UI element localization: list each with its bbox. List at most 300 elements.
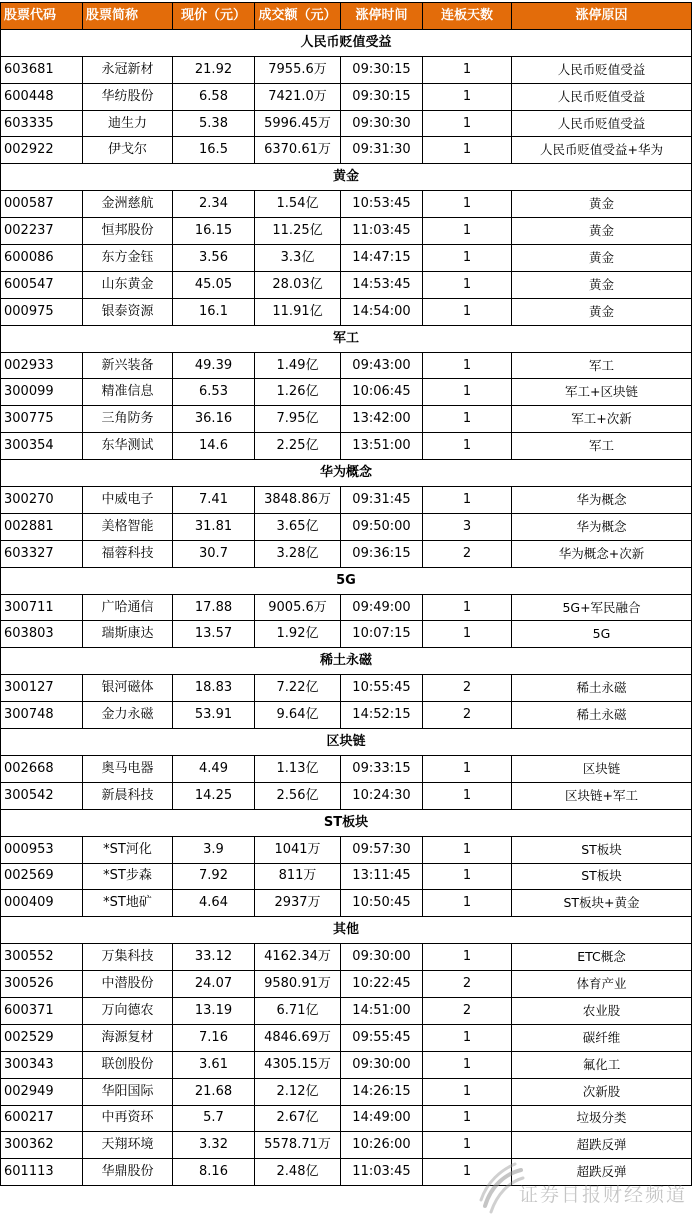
table-row — [1, 218, 692, 245]
cell-limit-time: 09:30:15 — [341, 56, 423, 83]
cell-reason: 黄金 — [512, 245, 692, 272]
cell-reason: 军工+次新 — [512, 406, 692, 433]
cell-code: 600547 — [1, 271, 83, 298]
cell-turnover: 4846.69万 — [255, 1024, 341, 1051]
cell-name: 万向德农 — [83, 997, 173, 1024]
cell-price: 24.07 — [173, 971, 255, 998]
header-reason: 涨停原因 — [512, 3, 692, 30]
table-row — [1, 997, 692, 1024]
table-row — [1, 379, 692, 406]
cell-turnover: 4305.15万 — [255, 1051, 341, 1078]
cell-code: 002668 — [1, 755, 83, 782]
cell-code: 300775 — [1, 406, 83, 433]
cell-price: 17.88 — [173, 594, 255, 621]
table-row — [1, 755, 692, 782]
table-row — [1, 487, 692, 514]
table-row — [1, 1159, 692, 1186]
cell-turnover: 2.12亿 — [255, 1078, 341, 1105]
cell-limit-time: 09:55:45 — [341, 1024, 423, 1051]
cell-price: 45.05 — [173, 271, 255, 298]
table-row — [1, 406, 692, 433]
cell-consecutive-days: 1 — [423, 1078, 512, 1105]
table-row — [1, 1051, 692, 1078]
cell-code: 300526 — [1, 971, 83, 998]
cell-price: 6.58 — [173, 83, 255, 110]
cell-code: 300127 — [1, 675, 83, 702]
cell-price: 4.49 — [173, 755, 255, 782]
cell-price: 7.41 — [173, 487, 255, 514]
cell-limit-time: 09:50:00 — [341, 513, 423, 540]
group-header-row — [1, 917, 692, 944]
cell-limit-time: 14:54:00 — [341, 298, 423, 325]
cell-code: 300354 — [1, 433, 83, 460]
cell-code: 300711 — [1, 594, 83, 621]
table-row — [1, 1105, 692, 1132]
cell-turnover: 3848.86万 — [255, 487, 341, 514]
cell-turnover: 1.92亿 — [255, 621, 341, 648]
cell-consecutive-days: 1 — [423, 782, 512, 809]
cell-reason: 人民币贬值受益 — [512, 110, 692, 137]
group-title: ST板块 — [1, 809, 692, 836]
cell-limit-time: 09:30:00 — [341, 1051, 423, 1078]
cell-name: 新晨科技 — [83, 782, 173, 809]
cell-code: 300099 — [1, 379, 83, 406]
cell-reason: 5G — [512, 621, 692, 648]
cell-price: 5.7 — [173, 1105, 255, 1132]
cell-code: 300343 — [1, 1051, 83, 1078]
cell-limit-time: 13:51:00 — [341, 433, 423, 460]
cell-consecutive-days: 1 — [423, 433, 512, 460]
group-title: 华为概念 — [1, 460, 692, 487]
group-title: 人民币贬值受益 — [1, 29, 692, 56]
watermark-text: 证券日报财经频道 — [519, 1184, 688, 1206]
limit-up-stock-table — [0, 2, 692, 1186]
table-row — [1, 702, 692, 729]
cell-reason: 黄金 — [512, 191, 692, 218]
cell-name: 华鼎股份 — [83, 1159, 173, 1186]
cell-price: 16.15 — [173, 218, 255, 245]
cell-price: 3.32 — [173, 1132, 255, 1159]
table-row — [1, 352, 692, 379]
header-turnover: 成交额（元） — [255, 3, 341, 30]
cell-reason: 碳纤维 — [512, 1024, 692, 1051]
cell-limit-time: 09:33:15 — [341, 755, 423, 782]
cell-code: 002922 — [1, 137, 83, 164]
header-price: 现价（元） — [173, 3, 255, 30]
cell-turnover: 1.26亿 — [255, 379, 341, 406]
group-title: 其他 — [1, 917, 692, 944]
table-row — [1, 1078, 692, 1105]
cell-code: 603327 — [1, 540, 83, 567]
cell-name: 海源复材 — [83, 1024, 173, 1051]
cell-turnover: 6370.61万 — [255, 137, 341, 164]
table-row — [1, 110, 692, 137]
cell-consecutive-days: 1 — [423, 621, 512, 648]
group-header-row — [1, 567, 692, 594]
cell-consecutive-days: 1 — [423, 1159, 512, 1186]
table-row — [1, 944, 692, 971]
cell-limit-time: 09:31:45 — [341, 487, 423, 514]
cell-limit-time: 10:22:45 — [341, 971, 423, 998]
cell-code: 600448 — [1, 83, 83, 110]
group-header-row — [1, 729, 692, 756]
cell-code: 300542 — [1, 782, 83, 809]
cell-price: 8.16 — [173, 1159, 255, 1186]
cell-name: 天翔环境 — [83, 1132, 173, 1159]
cell-code: 000953 — [1, 836, 83, 863]
cell-limit-time: 10:26:00 — [341, 1132, 423, 1159]
header-name: 股票简称 — [83, 3, 173, 30]
cell-limit-time: 10:06:45 — [341, 379, 423, 406]
cell-turnover: 9580.91万 — [255, 971, 341, 998]
cell-reason: 华为概念+次新 — [512, 540, 692, 567]
cell-price: 3.9 — [173, 836, 255, 863]
table-row — [1, 594, 692, 621]
cell-reason: 农业股 — [512, 997, 692, 1024]
cell-limit-time: 14:53:45 — [341, 271, 423, 298]
table-row — [1, 513, 692, 540]
cell-name: 三角防务 — [83, 406, 173, 433]
cell-consecutive-days: 1 — [423, 890, 512, 917]
cell-limit-time: 09:57:30 — [341, 836, 423, 863]
cell-turnover: 5578.71万 — [255, 1132, 341, 1159]
cell-reason: 军工 — [512, 352, 692, 379]
cell-consecutive-days: 1 — [423, 1051, 512, 1078]
cell-price: 14.25 — [173, 782, 255, 809]
cell-price: 21.68 — [173, 1078, 255, 1105]
cell-reason: 区块链+军工 — [512, 782, 692, 809]
cell-reason: 人民币贬值受益+华为 — [512, 137, 692, 164]
cell-name: 银泰资源 — [83, 298, 173, 325]
cell-name: 中威电子 — [83, 487, 173, 514]
cell-turnover: 1.49亿 — [255, 352, 341, 379]
cell-consecutive-days: 1 — [423, 944, 512, 971]
cell-consecutive-days: 1 — [423, 594, 512, 621]
cell-turnover: 3.28亿 — [255, 540, 341, 567]
cell-code: 601113 — [1, 1159, 83, 1186]
cell-turnover: 4162.34万 — [255, 944, 341, 971]
cell-limit-time: 09:31:30 — [341, 137, 423, 164]
cell-reason: 稀土永磁 — [512, 702, 692, 729]
table-row — [1, 782, 692, 809]
cell-reason: ETC概念 — [512, 944, 692, 971]
cell-name: 金力永磁 — [83, 702, 173, 729]
cell-reason: 氟化工 — [512, 1051, 692, 1078]
cell-reason: 黄金 — [512, 298, 692, 325]
cell-reason: ST板块 — [512, 863, 692, 890]
header-row — [1, 3, 692, 30]
cell-reason: 黄金 — [512, 218, 692, 245]
cell-price: 21.92 — [173, 56, 255, 83]
cell-price: 4.64 — [173, 890, 255, 917]
cell-name: 联创股份 — [83, 1051, 173, 1078]
cell-consecutive-days: 1 — [423, 245, 512, 272]
cell-turnover: 2.25亿 — [255, 433, 341, 460]
cell-reason: 华为概念 — [512, 513, 692, 540]
table-body — [1, 29, 692, 1185]
cell-reason: 体育产业 — [512, 971, 692, 998]
table-row — [1, 540, 692, 567]
table-row — [1, 1024, 692, 1051]
cell-name: *ST步森 — [83, 863, 173, 890]
table-row — [1, 675, 692, 702]
cell-code: 600217 — [1, 1105, 83, 1132]
cell-turnover: 3.3亿 — [255, 245, 341, 272]
group-title: 黄金 — [1, 164, 692, 191]
cell-limit-time: 10:07:15 — [341, 621, 423, 648]
table-row — [1, 56, 692, 83]
cell-consecutive-days: 1 — [423, 56, 512, 83]
cell-code: 300270 — [1, 487, 83, 514]
cell-limit-time: 13:11:45 — [341, 863, 423, 890]
cell-reason: 5G+军民融合 — [512, 594, 692, 621]
cell-code: 000409 — [1, 890, 83, 917]
cell-turnover: 9.64亿 — [255, 702, 341, 729]
cell-name: 东华测试 — [83, 433, 173, 460]
group-header-row — [1, 648, 692, 675]
cell-consecutive-days: 2 — [423, 971, 512, 998]
cell-reason: 稀土永磁 — [512, 675, 692, 702]
table-row — [1, 433, 692, 460]
cell-consecutive-days: 2 — [423, 540, 512, 567]
group-title: 稀土永磁 — [1, 648, 692, 675]
cell-code: 002569 — [1, 863, 83, 890]
cell-code: 002881 — [1, 513, 83, 540]
cell-price: 13.19 — [173, 997, 255, 1024]
cell-consecutive-days: 1 — [423, 1105, 512, 1132]
cell-price: 33.12 — [173, 944, 255, 971]
cell-name: 恒邦股份 — [83, 218, 173, 245]
cell-limit-time: 14:51:00 — [341, 997, 423, 1024]
cell-turnover: 5996.45万 — [255, 110, 341, 137]
cell-price: 36.16 — [173, 406, 255, 433]
cell-code: 603803 — [1, 621, 83, 648]
table-row — [1, 245, 692, 272]
table-row — [1, 271, 692, 298]
cell-limit-time: 09:49:00 — [341, 594, 423, 621]
cell-code: 600371 — [1, 997, 83, 1024]
cell-limit-time: 10:50:45 — [341, 890, 423, 917]
cell-turnover: 2937万 — [255, 890, 341, 917]
cell-consecutive-days: 1 — [423, 191, 512, 218]
cell-turnover: 1.54亿 — [255, 191, 341, 218]
cell-name: 迪生力 — [83, 110, 173, 137]
cell-name: 瑞斯康达 — [83, 621, 173, 648]
cell-name: 中潜股份 — [83, 971, 173, 998]
cell-name: 奥马电器 — [83, 755, 173, 782]
cell-turnover: 1.13亿 — [255, 755, 341, 782]
cell-reason: ST板块+黄金 — [512, 890, 692, 917]
cell-turnover: 28.03亿 — [255, 271, 341, 298]
cell-reason: 垃圾分类 — [512, 1105, 692, 1132]
cell-limit-time: 13:42:00 — [341, 406, 423, 433]
cell-limit-time: 09:30:30 — [341, 110, 423, 137]
cell-limit-time: 11:03:45 — [341, 1159, 423, 1186]
cell-consecutive-days: 2 — [423, 997, 512, 1024]
cell-turnover: 7955.6万 — [255, 56, 341, 83]
header-limit-time: 涨停时间 — [341, 3, 423, 30]
cell-name: 华阳国际 — [83, 1078, 173, 1105]
cell-consecutive-days: 1 — [423, 1024, 512, 1051]
cell-turnover: 9005.6万 — [255, 594, 341, 621]
cell-name: 中再资环 — [83, 1105, 173, 1132]
cell-turnover: 7.95亿 — [255, 406, 341, 433]
cell-reason: 军工 — [512, 433, 692, 460]
cell-price: 53.91 — [173, 702, 255, 729]
cell-price: 2.34 — [173, 191, 255, 218]
cell-reason: 次新股 — [512, 1078, 692, 1105]
cell-code: 002933 — [1, 352, 83, 379]
table-row — [1, 971, 692, 998]
cell-name: 银河磁体 — [83, 675, 173, 702]
table-row — [1, 191, 692, 218]
cell-name: 精准信息 — [83, 379, 173, 406]
cell-price: 30.7 — [173, 540, 255, 567]
table-row — [1, 298, 692, 325]
cell-consecutive-days: 1 — [423, 1132, 512, 1159]
table-row — [1, 1132, 692, 1159]
group-header-row — [1, 809, 692, 836]
cell-turnover: 2.56亿 — [255, 782, 341, 809]
header-code: 股票代码 — [1, 3, 83, 30]
cell-name: 华纺股份 — [83, 83, 173, 110]
cell-price: 49.39 — [173, 352, 255, 379]
table-row — [1, 863, 692, 890]
cell-limit-time: 09:30:15 — [341, 83, 423, 110]
cell-code: 000587 — [1, 191, 83, 218]
cell-price: 14.6 — [173, 433, 255, 460]
cell-code: 603335 — [1, 110, 83, 137]
table-row — [1, 836, 692, 863]
cell-turnover: 7421.0万 — [255, 83, 341, 110]
cell-name: 美格智能 — [83, 513, 173, 540]
cell-reason: 人民币贬值受益 — [512, 56, 692, 83]
cell-consecutive-days: 1 — [423, 863, 512, 890]
group-title: 军工 — [1, 325, 692, 352]
cell-consecutive-days: 1 — [423, 83, 512, 110]
cell-name: 金洲慈航 — [83, 191, 173, 218]
cell-price: 13.57 — [173, 621, 255, 648]
cell-code: 000975 — [1, 298, 83, 325]
header-consecutive-days: 连板天数 — [423, 3, 512, 30]
group-header-row — [1, 460, 692, 487]
cell-code: 002529 — [1, 1024, 83, 1051]
cell-limit-time: 14:49:00 — [341, 1105, 423, 1132]
cell-turnover: 2.48亿 — [255, 1159, 341, 1186]
cell-consecutive-days: 2 — [423, 702, 512, 729]
cell-reason: 人民币贬值受益 — [512, 83, 692, 110]
table-row — [1, 83, 692, 110]
cell-code: 002949 — [1, 1078, 83, 1105]
cell-turnover: 6.71亿 — [255, 997, 341, 1024]
cell-consecutive-days: 1 — [423, 352, 512, 379]
table-row — [1, 890, 692, 917]
cell-name: 福蓉科技 — [83, 540, 173, 567]
cell-name: *ST地矿 — [83, 890, 173, 917]
group-header-row — [1, 164, 692, 191]
group-title: 5G — [1, 567, 692, 594]
cell-name: 永冠新材 — [83, 56, 173, 83]
cell-price: 3.56 — [173, 245, 255, 272]
cell-limit-time: 11:03:45 — [341, 218, 423, 245]
cell-reason: 区块链 — [512, 755, 692, 782]
cell-turnover: 7.22亿 — [255, 675, 341, 702]
cell-name: 万集科技 — [83, 944, 173, 971]
cell-consecutive-days: 1 — [423, 271, 512, 298]
cell-reason: ST板块 — [512, 836, 692, 863]
cell-name: 新兴装备 — [83, 352, 173, 379]
table-row — [1, 137, 692, 164]
cell-reason: 超跌反弹 — [512, 1132, 692, 1159]
cell-code: 300748 — [1, 702, 83, 729]
cell-reason: 华为概念 — [512, 487, 692, 514]
cell-name: 广哈通信 — [83, 594, 173, 621]
cell-turnover: 1041万 — [255, 836, 341, 863]
cell-limit-time: 09:43:00 — [341, 352, 423, 379]
cell-name: 伊戈尔 — [83, 137, 173, 164]
cell-price: 18.83 — [173, 675, 255, 702]
cell-name: 东方金钰 — [83, 245, 173, 272]
cell-limit-time: 10:24:30 — [341, 782, 423, 809]
table-row — [1, 621, 692, 648]
cell-code: 300362 — [1, 1132, 83, 1159]
cell-limit-time: 10:53:45 — [341, 191, 423, 218]
cell-code: 002237 — [1, 218, 83, 245]
cell-consecutive-days: 1 — [423, 836, 512, 863]
cell-limit-time: 09:36:15 — [341, 540, 423, 567]
cell-consecutive-days: 1 — [423, 755, 512, 782]
cell-price: 16.1 — [173, 298, 255, 325]
cell-turnover: 11.91亿 — [255, 298, 341, 325]
cell-consecutive-days: 1 — [423, 298, 512, 325]
cell-consecutive-days: 1 — [423, 137, 512, 164]
cell-reason: 军工+区块链 — [512, 379, 692, 406]
cell-price: 3.61 — [173, 1051, 255, 1078]
cell-limit-time: 14:52:15 — [341, 702, 423, 729]
cell-consecutive-days: 1 — [423, 110, 512, 137]
cell-limit-time: 14:26:15 — [341, 1078, 423, 1105]
cell-price: 7.92 — [173, 863, 255, 890]
cell-limit-time: 09:30:00 — [341, 944, 423, 971]
cell-limit-time: 10:55:45 — [341, 675, 423, 702]
cell-code: 300552 — [1, 944, 83, 971]
group-header-row — [1, 29, 692, 56]
cell-consecutive-days: 1 — [423, 406, 512, 433]
cell-limit-time: 14:47:15 — [341, 245, 423, 272]
group-header-row — [1, 325, 692, 352]
cell-consecutive-days: 1 — [423, 218, 512, 245]
cell-name: 山东黄金 — [83, 271, 173, 298]
cell-turnover: 2.67亿 — [255, 1105, 341, 1132]
cell-price: 6.53 — [173, 379, 255, 406]
cell-reason: 超跌反弹 — [512, 1159, 692, 1186]
cell-turnover: 3.65亿 — [255, 513, 341, 540]
cell-price: 7.16 — [173, 1024, 255, 1051]
cell-turnover: 11.25亿 — [255, 218, 341, 245]
cell-price: 31.81 — [173, 513, 255, 540]
cell-code: 600086 — [1, 245, 83, 272]
cell-price: 16.5 — [173, 137, 255, 164]
cell-reason: 黄金 — [512, 271, 692, 298]
cell-name: *ST河化 — [83, 836, 173, 863]
cell-consecutive-days: 1 — [423, 379, 512, 406]
cell-consecutive-days: 3 — [423, 513, 512, 540]
cell-consecutive-days: 1 — [423, 487, 512, 514]
group-title: 区块链 — [1, 729, 692, 756]
cell-price: 5.38 — [173, 110, 255, 137]
cell-consecutive-days: 2 — [423, 675, 512, 702]
cell-code: 603681 — [1, 56, 83, 83]
